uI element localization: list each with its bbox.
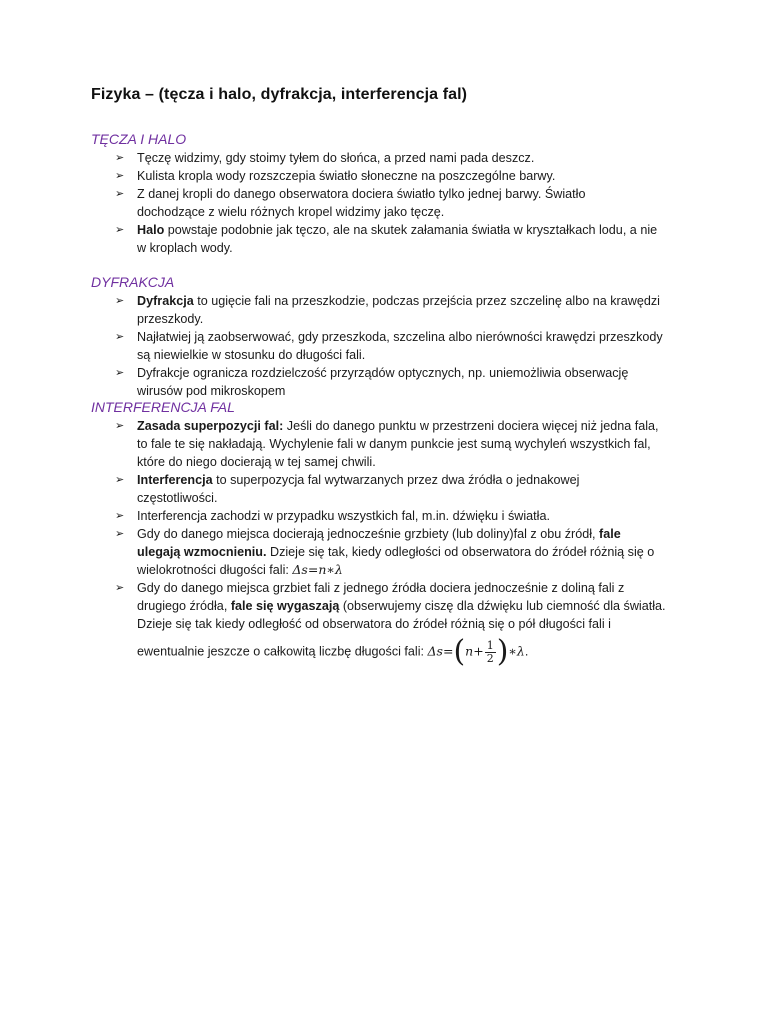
item-text: wirusów pod mikroskopem: [137, 384, 286, 398]
arrowhead-bullet-icon: ➢: [115, 420, 125, 432]
item-bold-text: Zasada superpozycji fal:: [137, 419, 284, 433]
item-text: (obserwujemy ciszę dla dźwięku lub ciemność dla światła.: [339, 599, 666, 613]
item-text: Gdy do danego miejsca docierają jednocześnie grzbiety (lub doliny)fal z obu źródł,: [137, 527, 600, 541]
item-text: Najłatwiej ją zaobserwować, gdy przeszkoda, szczelina albo nierówności krawędzi przeszkody: [137, 330, 663, 344]
item-text: powstaje podobnie jak tęczo, ale na skutek załamania światła w kryształkach lodu, a nie: [164, 223, 658, 237]
list-item: [115, 364, 680, 400]
fraction-numerator: 1: [486, 638, 494, 652]
item-bold-text: fale się wygaszają: [230, 599, 340, 613]
arrowhead-bullet-icon: ➢: [115, 367, 125, 379]
arrowhead-bullet-icon: ➢: [115, 528, 125, 540]
arrowhead-bullet-icon: ➢: [115, 188, 125, 200]
item-text: Dzieje się tak, kiedy odległości od obserwatora do źródeł różnią się o: [266, 545, 655, 559]
arrowhead-bullet-icon: ➢: [115, 295, 125, 307]
item-text: wielokrotności długości fali:: [137, 563, 293, 577]
formula-open-paren: (: [453, 634, 466, 669]
list-item: [115, 167, 680, 185]
item-text: które do niego docierają w tej samej chwili.: [137, 455, 376, 469]
item-text: w kroplach wody.: [137, 241, 233, 255]
arrowhead-bullet-icon: ➢: [115, 510, 125, 522]
list-item: [115, 417, 680, 471]
arrowhead-bullet-icon: ➢: [115, 170, 125, 182]
item-text: Jeśli do danego punktu w przestrzeni dociera więcej niż jedna fala,: [283, 419, 659, 433]
item-bold-text: ulegają wzmocnieniu.: [137, 545, 267, 559]
list-item: [115, 221, 680, 257]
list-item: [115, 149, 680, 167]
fraction-denominator: 2: [486, 651, 494, 665]
item-text: Kulista kropla wody rozszczepia światło słoneczne na poszczególne barwy.: [137, 169, 556, 183]
item-text: są niewielkie w stosunku do długości fali.: [137, 348, 366, 362]
item-text: częstotliwości.: [137, 491, 218, 505]
item-bold-text: Dyfrakcja: [137, 294, 194, 308]
list-tecza: [115, 149, 680, 257]
list-item: [115, 185, 680, 221]
item-text: Gdy do danego miejsca grzbiet fali z jednego źródła dociera jednocześnie z doliną fali z: [137, 581, 625, 595]
arrowhead-bullet-icon: ➢: [115, 474, 125, 486]
formula-n: n+: [465, 643, 484, 659]
list-item: [115, 525, 680, 579]
section-heading-interferencja: INTERFERENCJA FAL: [91, 399, 235, 415]
arrowhead-bullet-icon: ➢: [115, 224, 125, 236]
section-heading-dyfrakcja: DYFRAKCJA: [91, 274, 175, 290]
list-item: [115, 507, 680, 525]
item-bold-text: Halo: [137, 223, 165, 237]
path-difference-formula: Δs=n∗λ: [292, 562, 343, 577]
item-text: Interferencja zachodzi w przypadku wszystkich fal, m.in. dźwięku i światła.: [137, 509, 550, 523]
formula-lhs: Δs=: [427, 643, 454, 659]
item-text: Tęczę widzimy, gdy stoimy tyłem do słońca, a przed nami pada deszcz.: [137, 151, 535, 165]
item-text: ewentualnie jeszcze o całkowitą liczbę długości fali:: [137, 644, 428, 659]
formula-period: .: [524, 644, 529, 659]
item-text: Dzieje się tak kiedy odległość od obserwatora do źródeł różnią się o pół długości fali i: [137, 617, 611, 631]
formula-fraction: [485, 640, 496, 665]
item-text: Z danej kropli do danego obserwatora dociera światło tylko jednej barwy. Światło: [137, 187, 586, 201]
item-text: to superpozycja fal wytwarzanych przez dwa źródła o jednakowej: [212, 473, 580, 487]
arrowhead-bullet-icon: ➢: [115, 331, 125, 343]
item-text: dochodzące z wielu różnych kropel widzimy jako tęczę.: [137, 205, 445, 219]
item-text: to ugięcie fali na przeszkodzie, podczas przejścia przez szczelinę albo na krawędzi: [193, 294, 660, 308]
list-item: [115, 328, 680, 364]
item-text: przeszkody.: [137, 312, 204, 326]
formula-close-paren: ): [496, 634, 509, 669]
item-text: to fale te się nakładają. Wychylenie fali w danym punkcie jest sumą wychyleń wszystkich fal,: [137, 437, 651, 451]
item-text: Dyfrakcje ogranicza rozdzielczość przyrządów optycznych, np. uniemożliwia obserwację: [137, 366, 629, 380]
item-bold-text: fale: [599, 527, 621, 541]
formula-rhs: ∗λ: [508, 643, 525, 659]
arrowhead-bullet-icon: ➢: [115, 582, 125, 594]
item-bold-text: Interferencja: [137, 473, 213, 487]
list-item: [115, 292, 680, 328]
list-item: [115, 579, 680, 667]
item-text: drugiego źródła,: [137, 599, 231, 613]
list-item: [115, 471, 680, 507]
document-title: Fizyka – (tęcza i halo, dyfrakcja, interferencja fal): [91, 86, 468, 103]
section-heading-tecza: TĘCZA I HALO: [91, 131, 187, 147]
arrowhead-bullet-icon: ➢: [115, 152, 125, 164]
list-interferencja: [115, 417, 680, 667]
list-dyfrakcja: [115, 292, 680, 400]
